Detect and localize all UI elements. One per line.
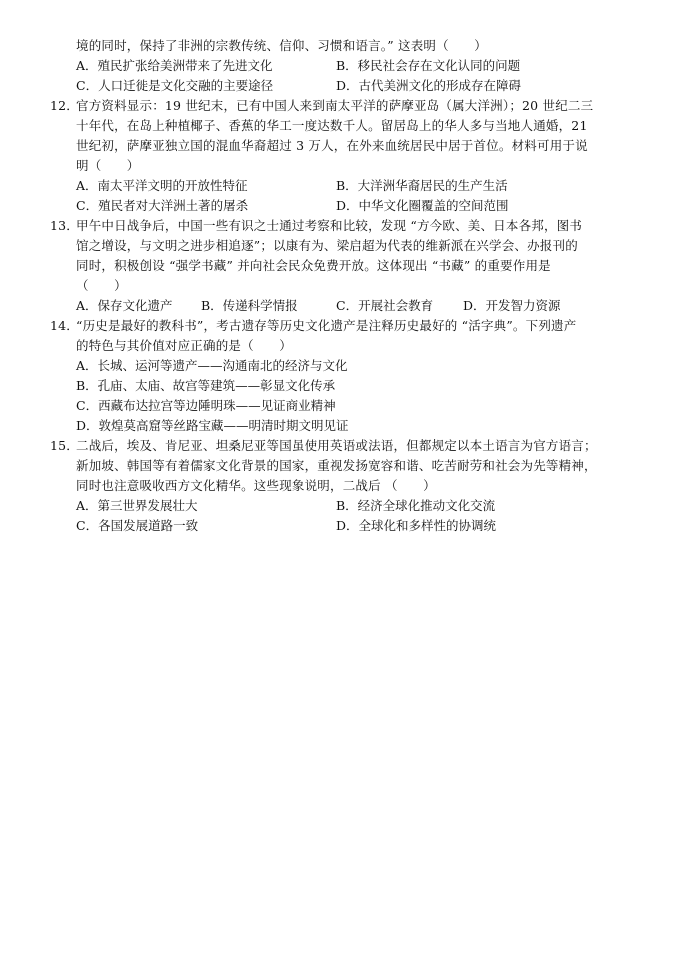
question-stem-line: 新加坡、韩国等有着儒家文化背景的国家，重视发扬宽容和谐、吃苦耐劳和社会为先等精神， xyxy=(76,458,597,473)
question-stem-line: 明（ ） xyxy=(76,158,140,173)
option-d: D．全球化和多样性的协调统 xyxy=(336,518,497,533)
option-d: D．开发智力资源 xyxy=(463,298,561,313)
question-number: 15． xyxy=(50,438,80,453)
option-d: D．古代美洲文化的形成存在障碍 xyxy=(336,78,522,93)
option-c: C．殖民者对大洋洲土著的屠杀 xyxy=(76,198,249,213)
option-b: B．大洋洲华裔居民的生产生活 xyxy=(336,178,508,193)
question-stem-line: 官方资料显示：19 世纪末，已有中国人来到南太平洋的萨摩亚岛（属大洋洲）；20 世纪二三 xyxy=(76,98,594,113)
question-stem-line: 的特色与其价值对应正确的是（ ） xyxy=(76,338,292,353)
option-d: D．敦煌莫高窟等丝路宝藏——明清时期文明见证 xyxy=(76,418,349,433)
question-stem-line: “历史是最好的教科书”，考古遗存等历史文化遗产是注释历史最好的 “活字典”。下列遗产 xyxy=(76,318,577,333)
option-a: A．长城、运河等遗产——沟通南北的经济与文化 xyxy=(76,358,348,373)
question-stem-line: 世纪初，萨摩亚独立国的混血华裔超过 3 万人，在外来血统居民中居于首位。材料可用于说 xyxy=(76,138,588,153)
option-a: A．第三世界发展壮大 xyxy=(76,498,198,513)
question-stem-line: 同时，积极创设 “强学书藏” 并向社会民众免费开放。这体现出 “书藏” 的重要作用是 xyxy=(76,258,551,273)
question-number: 14． xyxy=(50,318,80,333)
option-a: A．南太平洋文明的开放性特征 xyxy=(76,178,248,193)
question-stem-line: （ ） xyxy=(76,278,127,293)
option-c: C．各国发展道路一致 xyxy=(76,518,199,533)
option-d: D．中华文化圈覆盖的空间范围 xyxy=(336,198,509,213)
option-a: A．保存文化遗产 xyxy=(76,298,173,313)
option-b: B．移民社会存在文化认同的问题 xyxy=(336,58,521,73)
question-number: 13． xyxy=(50,218,80,233)
option-b: B．经济全球化推动文化交流 xyxy=(336,498,496,513)
question-stem-line: 馆之增设，与文明之进步相追逐”；以康有为、梁启超为代表的维新派在兴学会、办报刊的 xyxy=(76,238,578,253)
option-a: A．殖民扩张给美洲带来了先进文化 xyxy=(76,58,273,73)
option-c: C．人口迁徙是文化交融的主要途径 xyxy=(76,78,274,93)
question-stem-line: 境的同时，保持了非洲的宗教传统、信仰、习惯和语言。” 这表明（ ） xyxy=(76,38,487,53)
option-b: B．传递科学情报 xyxy=(201,298,298,313)
question-stem-line: 十年代，在岛上种植椰子、香蕉的华工一度达数千人。留居岛上的华人多与当地人通婚，21 xyxy=(76,118,588,133)
question-stem-line: 二战后，埃及、肯尼亚、坦桑尼亚等国虽使用英语或法语，但都规定以本土语言为官方语言； xyxy=(76,438,597,453)
question-stem-line: 甲午中日战争后，中国一些有识之士通过考察和比较，发现 “方今欧、美、日本各邦，图书 xyxy=(76,218,583,233)
option-c: C．开展社会教育 xyxy=(336,298,434,313)
option-b: B．孔庙、太庙、故宫等建筑——彰显文化传承 xyxy=(76,378,336,393)
question-number: 12． xyxy=(50,98,80,113)
question-stem-line: 同时也注意吸收西方文化精华。这些现象说明，二战后 （ ） xyxy=(76,478,436,493)
option-c: C．西藏布达拉宫等边陲明珠——见证商业精神 xyxy=(76,398,336,413)
